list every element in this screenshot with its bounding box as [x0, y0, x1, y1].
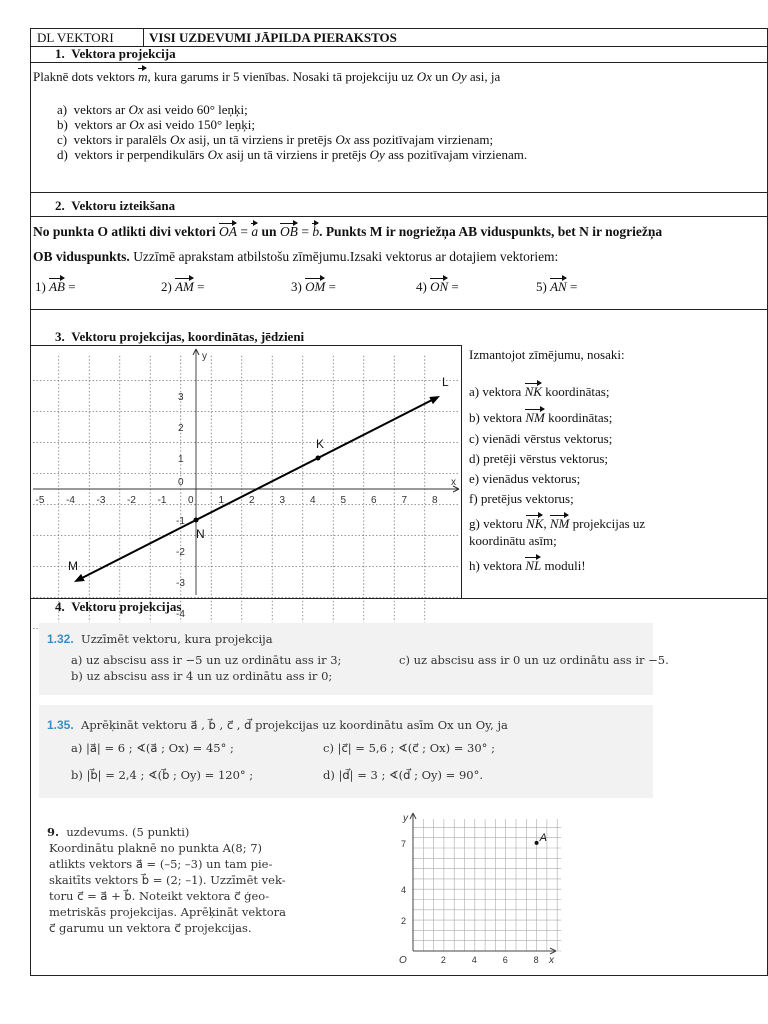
ex9-origin: O [399, 955, 407, 966]
s1-item-d: d) vektors ir perpendikulārs Ox asij un tā virziens ir pretējs Oy ass pozitīvajam virzienam. [57, 147, 528, 162]
s3-q-c: c) vienādi vērstus vektorus; [469, 431, 613, 446]
x-tick-label: 4 [310, 495, 316, 506]
ex9-line4: skaitīts vektors b⃗ = (2; –1). Uzzīmēt vek- [49, 873, 286, 887]
point-K [316, 456, 321, 461]
s2-q1: 1) AB = [35, 276, 76, 295]
x-tick-label: -3 [96, 495, 106, 506]
ex9-line5: toru c⃗ = a⃗ + b⃗. Noteikt vektora c⃗ ģeo- [49, 889, 270, 903]
y-tick-label: -4 [176, 609, 185, 620]
s3-divider [461, 345, 462, 598]
s1-title-rule [31, 62, 767, 63]
graph-points [68, 375, 449, 573]
ex135-line: 1.35. Aprēķināt vektoru a⃗ , b⃗ , c⃗ , d⃗ projekcijas uz koordinātu asīm Ox un Oy, ja [47, 718, 508, 732]
x-tick-label: 0 [188, 495, 194, 506]
vector-OA: OA [219, 221, 237, 238]
graph-axes [33, 349, 459, 595]
ex132-b: b) uz abscisu ass ir 4 un uz ordinātu ass ir 0; [71, 669, 333, 683]
exercise-1-35 [39, 705, 653, 798]
s2-q3: 3) OM = [291, 276, 336, 295]
x-tick-label: -1 [157, 495, 167, 506]
y-tick-label: 0 [178, 477, 184, 488]
s1-item-c: c) vektors ir paralēls Ox asij, un tā virziens ir pretējs Ox ass pozitīvajam virzienam; [57, 132, 494, 147]
y-tick-label: -1 [176, 516, 185, 527]
ex9-x-tick: 6 [502, 955, 508, 965]
x-tick-label: 6 [371, 495, 377, 506]
y-tick-label: 2 [178, 423, 184, 434]
ex9-x-tick: 8 [533, 955, 539, 965]
s3-q-f: f) pretējus vektorus; [469, 491, 574, 506]
s2-line2: OB viduspunkts. Uzzīmē aprakstam atbilstošu zīmējumu.Izsaki vektorus ar dotajiem vektoriem: [33, 249, 559, 264]
vector-arrowhead-L [429, 396, 440, 404]
ex9-x-label: x [549, 955, 554, 966]
s3-title-rule [31, 345, 461, 346]
x-tick-label: 3 [279, 495, 286, 506]
vector-a: a [251, 221, 258, 238]
x-tick-label: -4 [66, 495, 75, 506]
s2-title: 2. Vektoru izteikšana [55, 198, 176, 213]
s3-q-e: e) vienādus vektorus; [469, 471, 581, 486]
ex9-y-label: y [403, 813, 408, 824]
s2-q4: 4) ON = [416, 276, 459, 295]
s3-q-b: b) vektora NM koordinātas; [469, 407, 612, 426]
ex132-line: 1.32. Uzzīmēt vektoru, kura projekcija [47, 632, 273, 646]
ex9-grid [391, 809, 561, 969]
ex135-c: c) |c⃗| = 5,6 ; ∢(c⃗ ; Ox) = 30° ; [323, 741, 495, 755]
x-tick-label: -5 [35, 495, 45, 506]
ex9-y-tick: 2 [401, 916, 407, 927]
s2-q2: 2) AM = [161, 276, 204, 295]
s1-end-rule [31, 192, 767, 193]
ex9-point-A [535, 841, 539, 845]
x-axis-label: x [451, 477, 456, 488]
ex132-a: a) uz abscisu ass ir −5 un uz ordinātu ass ir 3; [71, 653, 342, 667]
graph-grid [33, 356, 459, 629]
ex9-line6: metriskās projekcijas. Aprēķināt vektora [49, 905, 286, 919]
header-divider [143, 29, 144, 46]
ex9-line7: c⃗ garumu un vektora c⃗ projekcijas. [49, 921, 252, 935]
ex135-a: a) |a⃗| = 6 ; ∢(a⃗ ; Ox) = 45° ; [71, 741, 234, 755]
ex9-y-tick: 4 [401, 885, 407, 896]
s2-q5: 5) AN = [536, 276, 577, 295]
header-left: DL VEKTORI [37, 30, 114, 45]
worksheet [30, 28, 768, 976]
ex135-b: b) |b⃗| = 2,4 ; ∢(b⃗ ; Oy) = 120° ; [71, 768, 254, 782]
x-tick-label: 2 [249, 495, 255, 506]
y-tick-label: 1 [178, 454, 184, 465]
s3-q-g: g) vektoru NK, NM projekcijas uz [469, 513, 645, 532]
s2-title-rule [31, 216, 767, 217]
x-tick-label: 1 [218, 495, 225, 506]
ex135-d: d) |d⃗| = 3 ; ∢(d⃗ ; Oy) = 90°. [323, 768, 484, 782]
x-tick-label: 8 [432, 495, 438, 506]
graph-ticks [36, 351, 457, 620]
s1-title: 1. Vektora projekcija [55, 46, 176, 61]
s3-q-h: h) vektora NL moduli! [469, 555, 586, 574]
y-axis-label: y [202, 351, 207, 362]
ex9-line1: 9. uzdevums. (5 punkti) [47, 825, 190, 839]
point-label-L: L [442, 375, 449, 389]
ex9-point-A-label: A [539, 831, 547, 844]
ex132-c: c) uz abscisu ass ir 0 un uz ordinātu ass ir −5. [399, 653, 669, 667]
exercise-9 [39, 805, 653, 975]
x-tick-label: -2 [127, 495, 136, 506]
s2-end-rule [31, 309, 767, 310]
y-tick-label: -3 [176, 578, 185, 589]
ex9-x-tick: 2 [440, 955, 446, 965]
point-N [194, 518, 199, 523]
point-label-N: N [196, 527, 205, 541]
x-tick-label: 5 [340, 495, 347, 506]
s4-title: 4. Vektoru projekcijas [55, 599, 182, 614]
y-tick-label: -2 [176, 547, 185, 558]
x-tick-label: 7 [401, 495, 408, 506]
y-tick-label: 3 [178, 392, 184, 403]
s3-q-g2: koordinātu asīm; [469, 533, 557, 548]
vector-OB: OB [280, 221, 298, 238]
s1-intro: Plaknē dots vektors m, kura garums ir 5 vienības. Nosaki tā projekciju uz Ox un Oy asi, ja [33, 66, 500, 85]
s1-item-a: a) vektors ar Ox asi veido 60° leņķi; [57, 102, 248, 117]
exercise-1-32 [39, 623, 669, 695]
vector-arrowhead-M [74, 574, 85, 582]
ex9-x-tick: 4 [471, 955, 477, 965]
vector-m: m [138, 66, 147, 83]
s2-line1: No punkta O atlikti divi vektori OA = a un OB = b. Punkts M ir nogriežņa AB viduspunkts, bet N ir nogriežņa [33, 221, 662, 240]
point-label-M: M [68, 559, 78, 573]
s3-q-d: d) pretēji vērstus vektorus; [469, 451, 608, 466]
point-label-K: K [316, 437, 325, 451]
s1-item-b: b) vektors ar Ox asi veido 150° leņķi; [57, 117, 256, 132]
s3-q-a: a) vektora NK koordinātas; [469, 381, 609, 400]
s3-right-intro: Izmantojot zīmējumu, nosaki: [469, 347, 625, 362]
ex9-line2: Koordinātu plaknē no punkta A(8; 7) [49, 841, 263, 855]
ex9-line3: atlikts vektors a⃗ = (–5; –3) un tam pie- [49, 857, 273, 871]
header-right: VISI UZDEVUMI JĀPILDA PIERAKSTOS [149, 30, 397, 45]
ex9-y-tick: 7 [401, 838, 407, 849]
vector-b: b [312, 221, 319, 238]
s3-title: 3. Vektoru projekcijas, koordinātas, jēdzieni [55, 329, 305, 344]
